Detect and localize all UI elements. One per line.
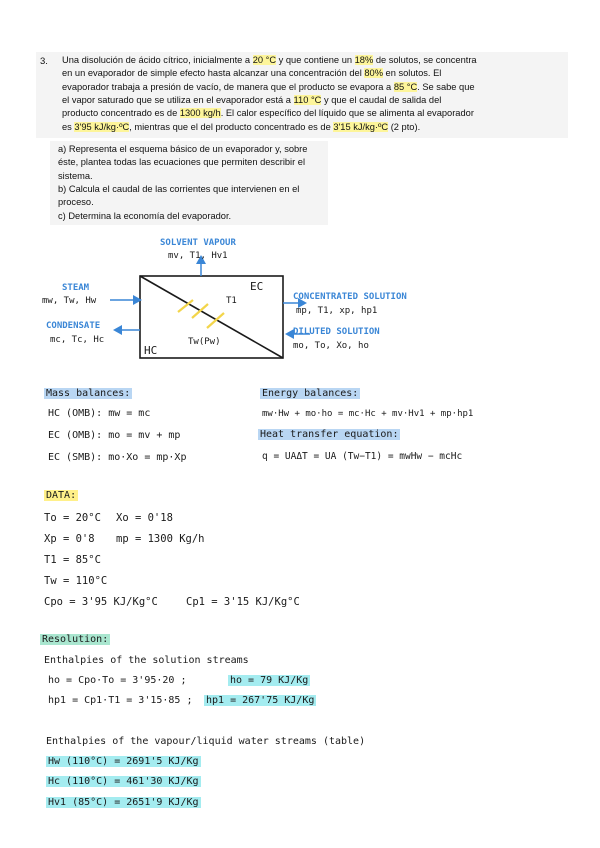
problem-line [62, 94, 441, 107]
data-value: Cpo = 3'95 KJ/Kg°C [44, 596, 158, 608]
subquestion-line: a) Representa el esquema básico de un evaporador y, sobre [58, 144, 308, 154]
data-value: mp = 1300 Kg/h [116, 533, 205, 545]
problem-text: Una disolución de ácido cítrico, inicialmente a [62, 55, 253, 65]
subquestion-line: b) Calcula el caudal de las corrientes que intervienen en el [58, 183, 300, 194]
data-title: DATA: [46, 490, 77, 501]
problem-text: en un evaporador de simple efecto hasta alcanzar una concentración del [62, 68, 365, 79]
ec-label: EC [250, 280, 264, 293]
heat-flow-icon [178, 300, 224, 328]
highlighted-value: 3'95 kJ/kg·ºC [74, 121, 130, 132]
ho-calc: ho = Cpo·To = 3'95·20 ; [48, 675, 187, 686]
problem-line [62, 81, 475, 94]
highlighted-value: 3'15 kJ/kg·ºC [333, 121, 389, 132]
problem-text: evaporador trabaja a presión de vacío, de manera que el producto se evapora a [62, 81, 394, 92]
problem-text: y que contiene un [276, 55, 355, 65]
hc-value: Hc (110°C) = 461'30 KJ/Kg [48, 776, 199, 787]
highlighted-value: 20 °C [252, 55, 277, 65]
highlighted-value: 18% [354, 55, 374, 65]
diluted-vars: mo, To, Xo, ho [293, 341, 369, 351]
heat-transfer-eq: q = UAΔT = UA (Tw−T1) = mwHw − mcHc [262, 451, 463, 462]
hc-label: HC [144, 344, 158, 357]
highlighted-value: 1300 kg/h [179, 108, 221, 119]
hp-calc: hp1 = Cp1·T1 = 3'15·85 ; [48, 695, 193, 706]
subquestion-line: sistema. [58, 170, 93, 181]
problem-text: de solutos, se concentra [373, 55, 477, 65]
problem-line [62, 67, 441, 80]
steam-vars: mw, Tw, Hw [42, 296, 97, 306]
steam-label: STEAM [62, 283, 90, 293]
mass-balances-title: Mass balances: [46, 388, 131, 399]
data-value: Xp = 0'8 [44, 533, 95, 545]
heat-transfer-title: Heat transfer equation: [260, 429, 399, 440]
condensate-vars: mc, Tc, Hc [50, 335, 105, 345]
data-value: T1 = 85°C [44, 554, 101, 566]
mass-balance-ec-omb: EC (OMB): mo = mv + mp [48, 430, 181, 441]
hw-value: Hw (110°C) = 2691'5 KJ/Kg [48, 756, 199, 767]
subquestion-line: éste, plantea todas las ecuaciones que permiten describir el [58, 157, 306, 168]
problem-text: , mientras que el del producto concentrado es de [129, 121, 334, 132]
data-value: Cp1 = 3'15 KJ/Kg°C [186, 596, 300, 608]
condensate-arrow-icon [113, 325, 122, 335]
highlighted-value: 110 °C [293, 94, 322, 105]
condensate-label: CONDENSATE [46, 321, 101, 331]
problem-text: en solutos. El [382, 68, 442, 79]
mass-balance-hc: HC (OMB): mw = mc [48, 408, 151, 419]
problem-text: el vapor saturado que se utiliza en el evaporador está a [62, 94, 294, 105]
subquestion-line: proceso. [58, 197, 94, 208]
energy-balance-eq: mw·Hw + mo·ho = mc·Hc + mv·Hv1 + mp·hp1 [262, 409, 474, 419]
concentrated-label: CONCENTRATED SOLUTION [293, 292, 407, 302]
ho-result: ho = 79 KJ/Kg [230, 675, 309, 686]
problem-number: 3. [40, 56, 48, 67]
highlighted-value: 85 °C [393, 81, 418, 92]
concentrated-vars: mp, T1, xp, hp1 [296, 306, 378, 316]
problem-text: es [62, 121, 75, 132]
hv-value: Hv1 (85°C) = 2651'9 KJ/Kg [48, 797, 199, 808]
solvent-vapour-label: SOLVENT VAPOUR [160, 238, 236, 248]
enthalpy-solution-title: Enthalpies of the solution streams [44, 655, 249, 666]
highlighted-value: 80% [364, 68, 383, 79]
solvent-vapour-vars: mv, T1, Hv1 [168, 251, 228, 261]
problem-text: producto concentrado es de [62, 108, 180, 119]
data-value: To = 20°C [44, 512, 101, 524]
data-value: Tw = 110°C [44, 575, 108, 587]
mass-balance-ec-smb: EC (SMB): mo·Xo = mp·Xp [48, 452, 187, 463]
problem-text: y que el caudal de salida del [321, 94, 442, 105]
enthalpy-vapour-title: Enthalpies of the vapour/liquid water streams (table) [46, 736, 366, 747]
problem-line [62, 107, 474, 120]
problem-line [62, 54, 477, 67]
resolution-title: Resolution: [42, 634, 109, 645]
problem-line [62, 121, 420, 134]
problem-text: . Se sabe que [417, 81, 475, 92]
diluted-label: DILUTED SOLUTION [293, 327, 380, 337]
hp-result: hp1 = 267'75 KJ/Kg [206, 695, 315, 706]
problem-text: (2 pto). [388, 121, 421, 132]
energy-balances-title: Energy balances: [262, 388, 359, 399]
problem-text: . El calor específico del líquido que se alimenta al evaporador [220, 108, 474, 119]
t1-label: T1 [226, 296, 237, 306]
tw-label: Tw(Pw) [188, 337, 221, 347]
data-value: Xo = 0'18 [116, 512, 173, 524]
subquestion-line: c) Determina la economía del evaporador. [58, 210, 232, 221]
